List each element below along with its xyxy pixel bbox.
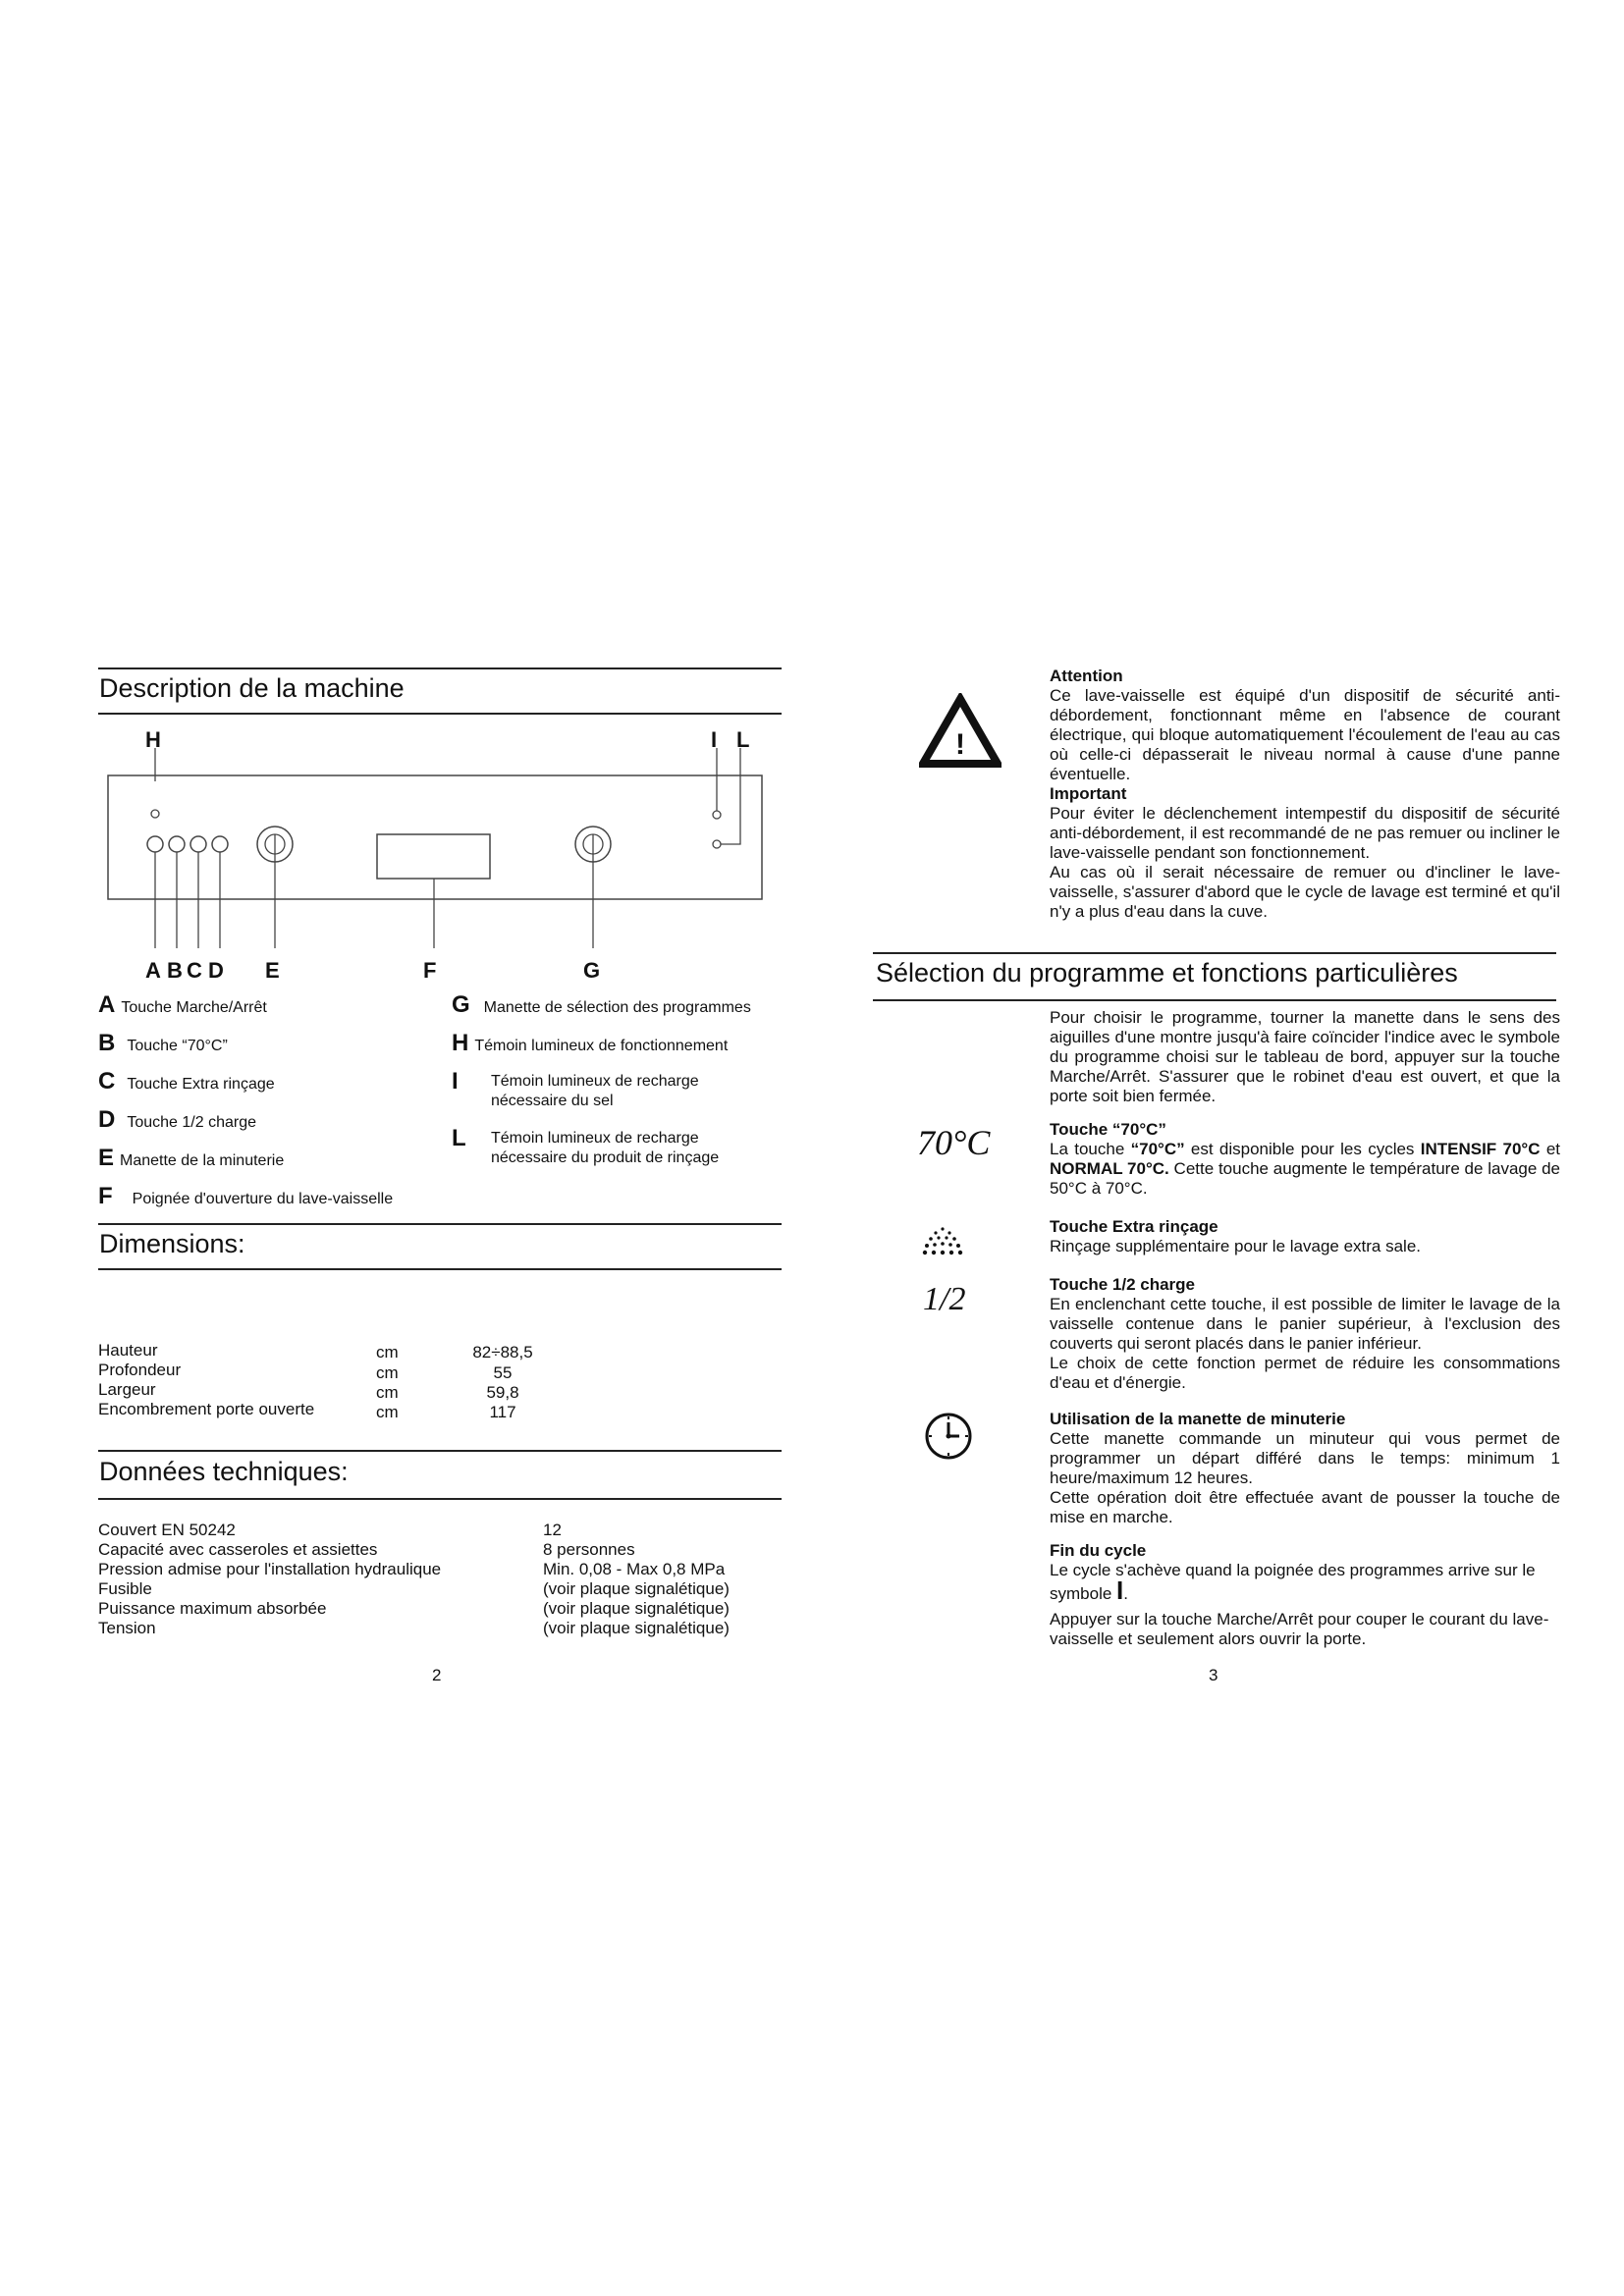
dimension-value: 59,8 — [486, 1383, 519, 1402]
fin-text-2: Appuyer sur la touche Marche/Arrêt pour couper le courant du lave-vaisselle et seulement alors ouvrir la porte. — [1050, 1610, 1549, 1648]
button-b — [169, 836, 185, 852]
dimensions-title: Dimensions: — [99, 1229, 245, 1258]
legend-letter: H — [452, 1030, 469, 1056]
panel-outline — [108, 775, 762, 899]
important-text: Pour éviter le déclenchement intempestif du dispositif de sécurité anti-débordement, il est recommandé de ne pas remuer ou incliner le lave-vaisselle pendant son fonctionnement. — [1050, 804, 1560, 862]
dimension-unit: cm — [376, 1383, 399, 1402]
dimension-value: 117 — [489, 1403, 516, 1421]
dimension-unit: cm — [376, 1363, 399, 1382]
legend-e — [98, 1145, 284, 1172]
selection-rule-bottom — [873, 999, 1556, 1001]
legend-b — [98, 1030, 228, 1057]
dimensions-rule-top — [98, 1223, 782, 1225]
touche70-text: La touche “70°C” est disponible pour les cycles INTENSIF 70°C et NORMAL 70°C. Cette touche augmente le température de lavage de 50°C à 70°C. — [1050, 1140, 1561, 1198]
half-load-icon: 1/2 — [923, 1281, 966, 1317]
button-d — [212, 836, 228, 852]
technical-label: Couvert EN 50242 — [98, 1521, 236, 1539]
half-text-2: Le choix de cette fonction permet de réduire les consommations d'eau et d'énergie. — [1050, 1354, 1560, 1392]
h-light — [151, 810, 159, 818]
title-rule-top — [98, 667, 782, 669]
selection-title: Sélection du programme et fonctions particulières — [876, 958, 1458, 988]
legend-c — [98, 1068, 275, 1095]
clock-icon — [924, 1412, 973, 1461]
temperature-70-icon: 70°C — [917, 1123, 991, 1162]
legend-line: nécessaire du sel — [491, 1093, 614, 1109]
technical-rule-top — [98, 1450, 782, 1452]
legend-letter: C — [98, 1068, 116, 1095]
attention-text: Ce lave-vaisselle est équipé d'un dispositif de sécurité anti-débordement, fonctionnant même en l'absence de courant électrique, qui bloque automatiquement l'écoulement de l'eau au cas où celle-ci dépasserait le niveau normal à cause d'une panne éventuelle. — [1050, 686, 1560, 783]
timer-block — [1050, 1410, 1560, 1527]
legend-text: Poignée d'ouverture du lave-vaisselle — [132, 1191, 394, 1207]
dimension-unit: cm — [376, 1403, 399, 1421]
technical-label: Pression admise pour l'installation hydraulique — [98, 1560, 442, 1578]
label-g: G — [583, 958, 601, 983]
technical-value: 12 — [543, 1521, 562, 1539]
label-i: I — [711, 727, 718, 752]
half-text: En enclenchant cette touche, il est possible de limiter le lavage de la vaisselle contenue dans le panier supérieur, à l'exclusion des couverts qui seront placés dans le panier inférieur. — [1050, 1295, 1560, 1353]
attention-title: Attention — [1050, 667, 1123, 685]
button-a — [147, 836, 163, 852]
legend-text: Touche Extra rinçage — [127, 1076, 275, 1093]
svg-text:!: ! — [955, 728, 965, 761]
dimension-row: Encombrement porte ouverte — [98, 1400, 315, 1418]
technical-value: 8 personnes — [543, 1540, 635, 1559]
fin-text: Le cycle s'achève quand la poignée des programmes arrive sur le symbole I. — [1050, 1561, 1536, 1605]
label-f: F — [423, 958, 437, 983]
legend-letter: F — [98, 1183, 113, 1209]
legend-text: Touche Marche/Arrêt — [121, 999, 267, 1016]
button-c — [190, 836, 206, 852]
legend-letter: B — [98, 1030, 116, 1056]
technical-value: Min. 0,08 - Max 0,8 MPa — [543, 1560, 726, 1578]
touche70-block — [1050, 1120, 1560, 1199]
handle-f — [377, 834, 490, 879]
legend-text: Témoin lumineux de fonctionnement — [474, 1038, 729, 1054]
legend-i — [452, 1068, 699, 1111]
timer-title: Utilisation de la manette de minuterie — [1050, 1410, 1346, 1428]
technical-value: (voir plaque signalétique) — [543, 1619, 730, 1637]
technical-rule-bottom — [98, 1498, 782, 1500]
extra-rinse-block — [1050, 1217, 1560, 1256]
control-panel-diagram — [98, 726, 785, 991]
touche70-title: Touche “70°C” — [1050, 1120, 1166, 1139]
end-cycle-block — [1050, 1541, 1560, 1649]
technical-title: Données techniques: — [99, 1457, 349, 1486]
label-d: D — [208, 958, 224, 983]
legend-letter: E — [98, 1145, 115, 1171]
half-title: Touche 1/2 charge — [1050, 1275, 1196, 1294]
legend-l — [452, 1125, 719, 1168]
legend-letter: L — [452, 1125, 466, 1151]
technical-label: Fusible — [98, 1579, 152, 1598]
extra-rinse-icon — [921, 1225, 964, 1256]
label-a: A — [145, 958, 161, 983]
important-title: Important — [1050, 784, 1127, 803]
label-b: B — [167, 958, 183, 983]
technical-label: Puissance maximum absorbée — [98, 1599, 327, 1618]
extra-title: Touche Extra rinçage — [1050, 1217, 1218, 1236]
half-load-block — [1050, 1275, 1560, 1393]
legend-a — [98, 991, 267, 1019]
label-c: C — [187, 958, 202, 983]
legend-letter: I — [452, 1068, 459, 1095]
selection-rule-top — [873, 952, 1556, 954]
timer-text: Cette manette commande un minuteur qui vous permet de programmer un départ différé dans le temps: minimum 1 heure/maximum 12 heures. — [1050, 1429, 1560, 1487]
dimension-unit: cm — [376, 1343, 399, 1362]
legend-text: Touche “70°C” — [127, 1038, 228, 1054]
i-light — [713, 811, 721, 819]
legend-line: Témoin lumineux de recharge — [491, 1130, 699, 1147]
label-e: E — [265, 958, 280, 983]
title-rule-bottom — [98, 713, 782, 715]
label-h: H — [145, 727, 161, 752]
label-l: L — [736, 727, 750, 752]
l-light — [713, 840, 721, 848]
page-number-right: 3 — [1209, 1666, 1218, 1684]
technical-value: (voir plaque signalétique) — [543, 1579, 730, 1598]
end-symbol-icon: I — [1116, 1575, 1124, 1605]
timer-text-2: Cette opération doit être effectuée avant de pousser la touche de mise en marche. — [1050, 1488, 1560, 1526]
legend-letter: D — [98, 1106, 116, 1133]
selection-intro: Pour choisir le programme, tourner la manette dans le sens des aiguilles d'une montre jusqu'à faire coïncider l'indice avec le symbole du programme choisi sur le tableau de bord, appuyer sur la touche Marche/Arrêt. S'assurer que le robinet d'eau est ouvert, et que la porte soit bien fermée. — [1050, 1008, 1560, 1105]
legend-f — [98, 1183, 393, 1210]
legend-line: Témoin lumineux de recharge — [491, 1073, 699, 1090]
important-text-2: Au cas où il serait nécessaire de remuer ou d'incliner le lave-vaisselle, s'assurer d'abord que le cycle de lavage est terminé et qu'il n'y a plus d'eau dans la cuve. — [1050, 863, 1560, 921]
technical-value: (voir plaque signalétique) — [543, 1599, 730, 1618]
legend-letter: A — [98, 991, 116, 1018]
legend-g — [452, 991, 751, 1019]
technical-label: Capacité avec casseroles et assiettes — [98, 1540, 378, 1559]
dimension-value: 82÷88,5 — [472, 1343, 533, 1362]
legend-letter: G — [452, 991, 470, 1018]
warning-triangle-icon — [919, 693, 1001, 768]
fin-title: Fin du cycle — [1050, 1541, 1147, 1560]
dimension-value: 55 — [493, 1363, 513, 1382]
legend-text: Manette de sélection des programmes — [483, 999, 751, 1016]
technical-label: Tension — [98, 1619, 156, 1637]
legend-d — [98, 1106, 256, 1134]
description-title: Description de la machine — [99, 673, 405, 703]
legend-h — [452, 1030, 728, 1057]
legend-text: Manette de la minuterie — [120, 1152, 285, 1169]
extra-text: Rinçage supplémentaire pour le lavage extra sale. — [1050, 1237, 1422, 1255]
dimension-row: Hauteur — [98, 1341, 158, 1360]
dimension-row: Largeur — [98, 1380, 156, 1399]
legend-text: Touche 1/2 charge — [127, 1114, 256, 1131]
attention-block — [1050, 667, 1560, 922]
dimensions-rule-bottom — [98, 1268, 782, 1270]
legend-line: nécessaire du produit de rinçage — [491, 1149, 720, 1166]
dimension-row: Profondeur — [98, 1361, 182, 1379]
page-number-left: 2 — [432, 1666, 442, 1684]
